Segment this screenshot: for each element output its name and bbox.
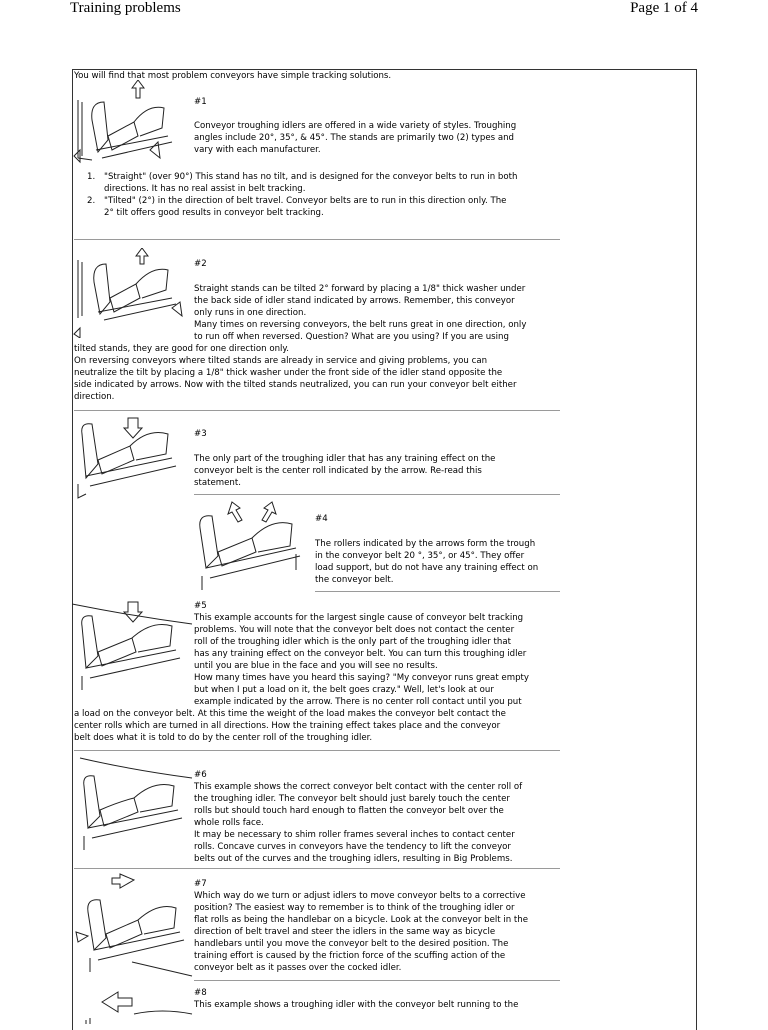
section-2-line: Many times on reversing conveyors, the belt runs great in one direction, only (194, 320, 527, 330)
section-3-line: The only part of the troughing idler that has any training effect on the (194, 454, 496, 464)
section-4-line: in the conveyor belt 20 °, 35°, or 45°. They offer (315, 551, 525, 561)
idler-illustration-7 (72, 872, 194, 980)
section-divider (74, 868, 560, 869)
section-1-label: #1 (194, 97, 207, 107)
section-6-line: whole rolls face. (194, 818, 264, 828)
intro-text: You will find that most problem conveyors have simple tracking solutions. (74, 71, 392, 81)
section-3-label: #3 (194, 429, 207, 439)
section-7-line: handlebars until you move the conveyor belt to the desired position. The (194, 939, 509, 949)
section-divider (315, 591, 560, 592)
section-8-label: #8 (194, 988, 207, 998)
section-5-line: roll of the troughing idler which is the only part of the troughing idler that (194, 637, 511, 647)
section-5-line: problems. You will note that the conveyor belt does not contact the center (194, 625, 515, 635)
page-number: Page 1 of 4 (630, 0, 698, 16)
section-divider (194, 494, 560, 495)
section-5-line: center rolls which are turned in all directions. How the training effect takes place and the conveyor (74, 721, 501, 731)
section-2-line: direction. (74, 392, 115, 402)
idler-illustration-3 (72, 414, 194, 500)
section-3-line: conveyor belt is the center roll indicated by the arrow. Re-read this (194, 466, 482, 476)
section-6-line: the troughing idler. The conveyor belt should just barely touch the center (194, 794, 510, 804)
list-number: 2. (87, 196, 96, 206)
section-divider (74, 239, 560, 240)
section-3-line: statement. (194, 478, 241, 488)
idler-illustration-1 (72, 80, 190, 170)
list-item: "Tilted" (2°) in the direction of belt travel. Conveyor belts are to run in this direction only. The (104, 196, 507, 206)
section-7-line: conveyor belt as it passes over the cocked idler. (194, 963, 402, 973)
section-2-line: Straight stands can be tilted 2° forward by placing a 1/8" thick washer under (194, 284, 526, 294)
section-4-line: load support, but do not have any training effect on (315, 563, 539, 573)
list-item: "Straight" (over 90°) This stand has no tilt, and is designed for the conveyor belts to run in both (104, 172, 518, 182)
section-7-line: flat rolls as being the handlebar on a bicycle. Look at the conveyor belt in the (194, 915, 529, 925)
section-5-line: How many times have you heard this saying? "My conveyor runs great empty (194, 673, 529, 683)
section-5-label: #5 (194, 601, 207, 611)
section-6-label: #6 (194, 770, 207, 780)
list-item: 2° tilt offers good results in conveyor belt tracking. (104, 208, 324, 218)
idler-illustration-6 (72, 756, 194, 852)
list-item: directions. It has no real assist in belt tracking. (104, 184, 306, 194)
section-1-line: Conveyor troughing idlers are offered in a wide variety of styles. Troughing (194, 121, 517, 131)
section-6-line: rolls. Concave curves in conveyors have the tendency to lift the conveyor (194, 842, 511, 852)
section-5-line: belt does what it is told to do by the center roll of the troughing idler. (74, 733, 373, 743)
list-number: 1. (87, 172, 96, 182)
section-5-line: This example accounts for the largest single cause of conveyor belt tracking (194, 613, 524, 623)
section-4-line: The rollers indicated by the arrows form the trough (315, 539, 536, 549)
document-title: Training problems (70, 0, 181, 16)
section-5-line: a load on the conveyor belt. At this time the weight of the load makes the conveyor belt contact the (74, 709, 506, 719)
section-divider (74, 750, 560, 751)
section-2-line: to run off when reversed. Question? What are you using? If you are using (194, 332, 509, 342)
section-4-label: #4 (315, 514, 328, 524)
section-7-line: position? The easiest way to remember is to think of the troughing idler or (194, 903, 515, 913)
section-6-line: belts out of the curves and the troughing idlers, resulting in Big Problems. (194, 854, 513, 864)
idler-illustration-5 (72, 596, 194, 692)
section-5-line: until you are blue in the face and you will see no results. (194, 661, 438, 671)
section-5-line: example indicated by the arrow. There is no center roll contact until you put (194, 697, 522, 707)
section-6-line: It may be necessary to shim roller frames several inches to contact center (194, 830, 515, 840)
idler-illustration-8 (72, 984, 194, 1024)
idler-illustration-4 (188, 498, 314, 590)
section-6-line: rolls but should touch hard enough to flatten the conveyor belt over the (194, 806, 504, 816)
section-2-line: the back side of idler stand indicated by arrows. Remember, this conveyor (194, 296, 515, 306)
section-divider (194, 980, 560, 981)
section-1-line: angles include 20°, 35°, & 45°. The stands are primarily two (2) types and (194, 133, 515, 143)
section-8-line: This example shows a troughing idler with the conveyor belt running to the (194, 1000, 519, 1010)
section-2-line: neutralize the tilt by placing a 1/8" thick washer under the front side of the idler stand opposite the (74, 368, 503, 378)
section-7-label: #7 (194, 879, 207, 889)
section-1-line: vary with each manufacturer. (194, 145, 321, 155)
section-5-line: but when I put a load on it, the belt goes crazy." Well, let's look at our (194, 685, 494, 695)
section-7-line: direction of belt travel and steer the idlers in the same way as bicycle (194, 927, 496, 937)
section-4-line: the conveyor belt. (315, 575, 394, 585)
section-2-line: only runs in one direction. (194, 308, 307, 318)
section-2-line: tilted stands, they are good for one direction only. (74, 344, 289, 354)
section-2-line: On reversing conveyors where tilted stands are already in service and giving problems, you can (74, 356, 488, 366)
section-divider (74, 410, 560, 411)
idler-illustration-2 (72, 248, 194, 338)
section-7-line: Which way do we turn or adjust idlers to move conveyor belts to a corrective (194, 891, 526, 901)
section-2-label: #2 (194, 259, 207, 269)
section-2-line: side indicated by arrows. Now with the tilted stands neutralized, you can run your conveyor belt either (74, 380, 517, 390)
section-7-line: training effort is caused by the friction force of the scuffing action of the (194, 951, 506, 961)
section-5-line: has any training effect on the conveyor belt. You can turn this troughing idler (194, 649, 527, 659)
section-6-line: This example shows the correct conveyor belt contact with the center roll of (194, 782, 523, 792)
